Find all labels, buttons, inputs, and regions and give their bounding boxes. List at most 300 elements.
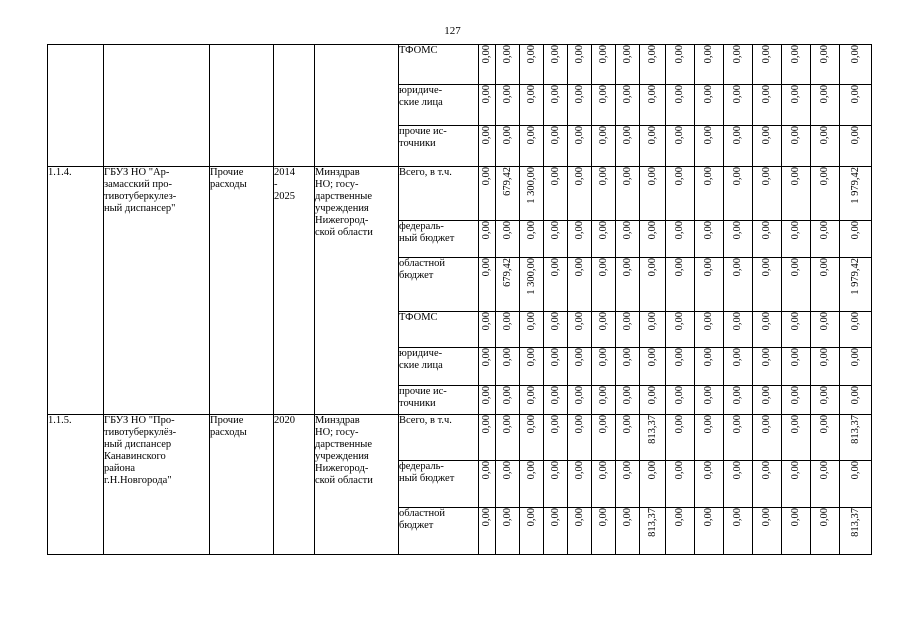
amount-cell <box>616 45 640 85</box>
amount-cell <box>724 312 753 348</box>
row-number-cell <box>48 45 104 167</box>
amount-value: 0,00 <box>573 221 585 240</box>
amount-value: 0,00 <box>621 258 633 277</box>
amount-value: 0,00 <box>732 221 743 240</box>
amount-value: 0,00 <box>819 348 830 367</box>
amount-cell <box>724 126 753 167</box>
amount-value: 0,00 <box>481 85 492 104</box>
amount-cell <box>592 386 616 415</box>
amount-cell <box>666 461 695 508</box>
amount-value: 0,00 <box>525 461 537 480</box>
amount-cell <box>840 126 872 167</box>
amount-cell <box>520 258 544 312</box>
amount-cell <box>544 312 568 348</box>
amount-cell <box>496 126 520 167</box>
budget-table <box>47 44 872 555</box>
amount-cell <box>840 312 872 348</box>
amount-value: 0,00 <box>525 386 537 405</box>
amount-value: 0,00 <box>819 508 830 527</box>
funding-source-cell: Всего, в т.ч. <box>399 415 479 461</box>
amount-cell <box>695 221 724 258</box>
amount-cell <box>811 312 840 348</box>
amount-value: 0,00 <box>761 126 772 145</box>
amount-cell <box>811 167 840 221</box>
amount-cell <box>496 221 520 258</box>
amount-cell <box>724 348 753 386</box>
amount-value: 0,00 <box>703 167 714 186</box>
amount-cell <box>568 167 592 221</box>
funding-source-cell: ТФОМС <box>399 45 479 85</box>
amount-value: 0,00 <box>501 415 513 434</box>
amount-cell <box>544 386 568 415</box>
amount-value: 0,00 <box>732 312 743 331</box>
amount-cell <box>753 85 782 126</box>
amount-value: 0,00 <box>525 508 537 527</box>
amount-value: 0,00 <box>646 126 658 145</box>
amount-value: 0,00 <box>573 258 585 277</box>
amount-value: 0,00 <box>761 258 772 277</box>
amount-value: 0,00 <box>573 508 585 527</box>
amount-value: 0,00 <box>549 415 561 434</box>
amount-value: 0,00 <box>761 461 772 480</box>
amount-cell <box>640 348 666 386</box>
amount-value: 0,00 <box>819 415 830 434</box>
amount-value: 0,00 <box>646 258 658 277</box>
amount-value: 0,00 <box>790 221 801 240</box>
amount-cell <box>666 508 695 555</box>
amount-cell <box>811 258 840 312</box>
amount-value: 0,00 <box>790 45 801 64</box>
amount-cell <box>695 312 724 348</box>
amount-value: 0,00 <box>646 221 658 240</box>
amount-cell <box>520 312 544 348</box>
amount-cell <box>479 258 496 312</box>
amount-cell <box>544 415 568 461</box>
amount-value: 0,00 <box>597 386 609 405</box>
amount-cell <box>695 415 724 461</box>
amount-value: 0,00 <box>703 45 714 64</box>
amount-value: 0,00 <box>819 167 830 186</box>
amount-value: 1 300,00 <box>525 258 537 295</box>
amount-value: 0,00 <box>597 508 609 527</box>
amount-cell <box>782 508 811 555</box>
amount-value: 0,00 <box>481 167 492 186</box>
amount-cell <box>782 221 811 258</box>
amount-cell <box>479 221 496 258</box>
amount-cell <box>811 386 840 415</box>
amount-value: 0,00 <box>790 386 801 405</box>
amount-value: 0,00 <box>573 415 585 434</box>
amount-value: 0,00 <box>501 386 513 405</box>
amount-value: 1 979,42 <box>849 167 861 204</box>
amount-cell <box>840 348 872 386</box>
amount-cell <box>496 461 520 508</box>
amount-cell <box>592 221 616 258</box>
amount-cell <box>724 386 753 415</box>
amount-cell <box>753 221 782 258</box>
amount-value: 0,00 <box>573 85 585 104</box>
amount-value: 0,00 <box>501 348 513 367</box>
amount-cell <box>496 167 520 221</box>
amount-value: 0,00 <box>732 348 743 367</box>
amount-value: 0,00 <box>646 167 658 186</box>
amount-cell <box>724 167 753 221</box>
amount-cell <box>544 221 568 258</box>
amount-cell <box>616 312 640 348</box>
amount-value: 0,00 <box>819 386 830 405</box>
amount-cell <box>520 85 544 126</box>
amount-cell <box>753 312 782 348</box>
institution-name-cell <box>104 45 210 167</box>
amount-cell <box>640 85 666 126</box>
amount-value: 0,00 <box>597 126 609 145</box>
amount-cell <box>616 126 640 167</box>
amount-value: 0,00 <box>790 461 801 480</box>
institution-name-cell: ГБУЗ НО "Про- тивотуберкулёз- ный диспансер Канавинского района г.Н.Новгорода" <box>104 415 210 555</box>
amount-value: 0,00 <box>761 221 772 240</box>
amount-cell <box>753 386 782 415</box>
amount-cell <box>666 348 695 386</box>
amount-value: 0,00 <box>549 126 561 145</box>
table-row <box>48 45 872 85</box>
amount-value: 0,00 <box>597 415 609 434</box>
amount-value: 0,00 <box>501 126 513 145</box>
amount-value: 0,00 <box>481 258 492 277</box>
amount-value: 813,37 <box>849 415 861 444</box>
amount-value: 0,00 <box>674 167 685 186</box>
amount-cell <box>479 85 496 126</box>
funding-source-cell: Всего, в т.ч. <box>399 167 479 221</box>
amount-value: 0,00 <box>573 312 585 331</box>
amount-cell <box>616 258 640 312</box>
amount-value: 0,00 <box>761 167 772 186</box>
amount-cell <box>695 348 724 386</box>
amount-cell <box>479 45 496 85</box>
amount-cell <box>520 348 544 386</box>
amount-cell <box>666 258 695 312</box>
amount-value: 0,00 <box>849 221 861 240</box>
amount-value: 0,00 <box>819 85 830 104</box>
amount-cell <box>695 258 724 312</box>
amount-cell <box>616 221 640 258</box>
amount-value: 0,00 <box>790 85 801 104</box>
amount-value: 0,00 <box>732 258 743 277</box>
amount-value: 0,00 <box>790 258 801 277</box>
amount-cell <box>840 258 872 312</box>
amount-value: 0,00 <box>703 221 714 240</box>
amount-value: 0,00 <box>621 167 633 186</box>
amount-cell <box>496 508 520 555</box>
row-number-cell: 1.1.5. <box>48 415 104 555</box>
period-cell <box>274 45 315 167</box>
amount-cell <box>753 415 782 461</box>
amount-cell <box>666 386 695 415</box>
amount-value: 0,00 <box>703 508 714 527</box>
amount-cell <box>695 45 724 85</box>
amount-value: 0,00 <box>481 348 492 367</box>
amount-value: 0,00 <box>732 461 743 480</box>
amount-cell <box>782 415 811 461</box>
amount-value: 0,00 <box>761 348 772 367</box>
amount-value: 0,00 <box>597 348 609 367</box>
amount-value: 0,00 <box>819 221 830 240</box>
amount-value: 0,00 <box>703 348 714 367</box>
amount-cell <box>568 221 592 258</box>
funding-source-cell: юридиче- ские лица <box>399 85 479 126</box>
amount-value: 0,00 <box>761 415 772 434</box>
amount-value: 0,00 <box>674 258 685 277</box>
amount-cell <box>544 85 568 126</box>
amount-cell <box>496 45 520 85</box>
amount-cell <box>753 508 782 555</box>
amount-cell <box>592 45 616 85</box>
amount-value: 0,00 <box>790 415 801 434</box>
amount-value: 0,00 <box>819 461 830 480</box>
amount-value: 813,37 <box>646 508 658 537</box>
amount-cell <box>695 386 724 415</box>
amount-value: 813,37 <box>646 415 658 444</box>
amount-cell <box>479 126 496 167</box>
amount-cell <box>496 415 520 461</box>
amount-cell <box>616 85 640 126</box>
amount-value: 0,00 <box>549 45 561 64</box>
amount-value: 0,00 <box>703 312 714 331</box>
amount-cell <box>811 461 840 508</box>
period-cell: 2014 - 2025 <box>274 167 315 415</box>
amount-value: 0,00 <box>501 461 513 480</box>
amount-cell <box>568 312 592 348</box>
amount-value: 0,00 <box>481 508 492 527</box>
amount-cell <box>811 508 840 555</box>
funding-source-cell: областной бюджет <box>399 258 479 312</box>
amount-value: 0,00 <box>549 85 561 104</box>
amount-cell <box>568 386 592 415</box>
amount-cell <box>840 461 872 508</box>
amount-value: 0,00 <box>597 312 609 331</box>
amount-value: 0,00 <box>646 386 658 405</box>
amount-value: 813,37 <box>849 508 861 537</box>
amount-cell <box>520 167 544 221</box>
amount-value: 0,00 <box>761 386 772 405</box>
amount-value: 0,00 <box>646 461 658 480</box>
amount-cell <box>568 258 592 312</box>
amount-cell <box>666 85 695 126</box>
amount-value: 0,00 <box>674 508 685 527</box>
amount-cell <box>782 312 811 348</box>
executor-cell <box>315 45 399 167</box>
expense-category-cell <box>210 45 274 167</box>
amount-value: 0,00 <box>621 508 633 527</box>
amount-cell <box>640 221 666 258</box>
amount-cell <box>568 126 592 167</box>
amount-cell <box>592 508 616 555</box>
amount-cell <box>479 348 496 386</box>
amount-cell <box>666 167 695 221</box>
amount-value: 0,00 <box>481 221 492 240</box>
amount-cell <box>640 258 666 312</box>
funding-source-cell: юридиче- ские лица <box>399 348 479 386</box>
amount-value: 0,00 <box>621 348 633 367</box>
amount-value: 679,42 <box>501 167 513 196</box>
amount-value: 0,00 <box>597 45 609 64</box>
amount-value: 0,00 <box>732 508 743 527</box>
amount-cell <box>544 167 568 221</box>
amount-cell <box>479 167 496 221</box>
amount-value: 0,00 <box>703 85 714 104</box>
table-row <box>48 167 872 221</box>
amount-value: 1 979,42 <box>849 258 861 295</box>
amount-value: 0,00 <box>790 508 801 527</box>
amount-value: 0,00 <box>790 348 801 367</box>
amount-cell <box>811 348 840 386</box>
amount-value: 0,00 <box>732 126 743 145</box>
amount-cell <box>840 386 872 415</box>
amount-value: 0,00 <box>849 386 861 405</box>
amount-value: 0,00 <box>674 221 685 240</box>
amount-cell <box>840 167 872 221</box>
amount-cell <box>592 258 616 312</box>
amount-cell <box>479 461 496 508</box>
amount-cell <box>782 386 811 415</box>
amount-cell <box>568 508 592 555</box>
amount-cell <box>666 45 695 85</box>
amount-value: 0,00 <box>819 45 830 64</box>
amount-value: 0,00 <box>790 167 801 186</box>
amount-cell <box>479 415 496 461</box>
amount-value: 0,00 <box>525 348 537 367</box>
amount-value: 0,00 <box>525 85 537 104</box>
amount-value: 0,00 <box>790 126 801 145</box>
amount-cell <box>640 45 666 85</box>
amount-value: 0,00 <box>597 221 609 240</box>
amount-cell <box>568 45 592 85</box>
amount-cell <box>840 85 872 126</box>
amount-cell <box>544 258 568 312</box>
amount-value: 0,00 <box>761 85 772 104</box>
funding-source-cell: федераль- ный бюджет <box>399 461 479 508</box>
amount-cell <box>724 508 753 555</box>
amount-value: 0,00 <box>732 85 743 104</box>
amount-cell <box>592 415 616 461</box>
amount-value: 0,00 <box>849 85 861 104</box>
amount-cell <box>666 415 695 461</box>
amount-value: 0,00 <box>549 258 561 277</box>
amount-cell <box>520 221 544 258</box>
amount-cell <box>782 45 811 85</box>
amount-value: 0,00 <box>525 415 537 434</box>
institution-name-cell: ГБУЗ НО "Ар- замасский про- тивотуберкулез- ный диспансер" <box>104 167 210 415</box>
amount-cell <box>568 85 592 126</box>
amount-cell <box>724 461 753 508</box>
amount-value: 0,00 <box>481 415 492 434</box>
executor-cell: Минздрав НО; госу- дарственные учреждения Нижегород- ской области <box>315 167 399 415</box>
amount-value: 0,00 <box>621 126 633 145</box>
amount-cell <box>496 348 520 386</box>
amount-value: 0,00 <box>674 312 685 331</box>
amount-cell <box>840 45 872 85</box>
amount-value: 1 300,00 <box>525 167 537 204</box>
amount-value: 0,00 <box>597 85 609 104</box>
amount-cell <box>782 258 811 312</box>
amount-value: 0,00 <box>646 312 658 331</box>
amount-value: 0,00 <box>674 348 685 367</box>
amount-cell <box>479 312 496 348</box>
amount-cell <box>592 461 616 508</box>
amount-value: 0,00 <box>549 386 561 405</box>
amount-cell <box>544 348 568 386</box>
amount-value: 0,00 <box>597 167 609 186</box>
amount-cell <box>616 415 640 461</box>
amount-cell <box>616 461 640 508</box>
amount-value: 0,00 <box>849 126 861 145</box>
amount-cell <box>695 126 724 167</box>
amount-value: 0,00 <box>597 461 609 480</box>
amount-value: 0,00 <box>549 508 561 527</box>
amount-cell <box>640 508 666 555</box>
amount-value: 0,00 <box>573 167 585 186</box>
row-number-cell: 1.1.4. <box>48 167 104 415</box>
amount-cell <box>640 461 666 508</box>
amount-cell <box>724 221 753 258</box>
amount-cell <box>695 167 724 221</box>
amount-cell <box>753 258 782 312</box>
amount-value: 0,00 <box>597 258 609 277</box>
executor-cell: Минздрав НО; госу- дарственные учреждения Нижегород- ской области <box>315 415 399 555</box>
amount-value: 0,00 <box>621 386 633 405</box>
amount-value: 679,42 <box>501 258 513 287</box>
amount-cell <box>666 126 695 167</box>
amount-value: 0,00 <box>703 258 714 277</box>
amount-value: 0,00 <box>525 126 537 145</box>
amount-cell <box>520 508 544 555</box>
funding-source-cell: федераль- ный бюджет <box>399 221 479 258</box>
amount-value: 0,00 <box>761 45 772 64</box>
amount-cell <box>520 126 544 167</box>
amount-cell <box>695 85 724 126</box>
amount-value: 0,00 <box>819 312 830 331</box>
amount-value: 0,00 <box>703 126 714 145</box>
amount-value: 0,00 <box>703 415 714 434</box>
amount-value: 0,00 <box>732 167 743 186</box>
amount-value: 0,00 <box>646 348 658 367</box>
amount-cell <box>496 85 520 126</box>
amount-value: 0,00 <box>481 461 492 480</box>
amount-cell <box>568 348 592 386</box>
amount-cell <box>640 386 666 415</box>
amount-value: 0,00 <box>549 348 561 367</box>
amount-cell <box>616 386 640 415</box>
amount-value: 0,00 <box>674 126 685 145</box>
amount-cell <box>592 85 616 126</box>
amount-cell <box>840 508 872 555</box>
amount-cell <box>782 126 811 167</box>
amount-value: 0,00 <box>761 508 772 527</box>
amount-cell <box>840 221 872 258</box>
page-number: 127 <box>444 25 461 37</box>
amount-cell <box>666 221 695 258</box>
amount-cell <box>496 258 520 312</box>
amount-cell <box>640 312 666 348</box>
amount-cell <box>811 221 840 258</box>
amount-cell <box>753 461 782 508</box>
amount-value: 0,00 <box>573 348 585 367</box>
amount-value: 0,00 <box>549 221 561 240</box>
amount-value: 0,00 <box>819 126 830 145</box>
amount-value: 0,00 <box>481 45 492 64</box>
amount-cell <box>568 461 592 508</box>
amount-value: 0,00 <box>501 508 513 527</box>
amount-value: 0,00 <box>703 386 714 405</box>
